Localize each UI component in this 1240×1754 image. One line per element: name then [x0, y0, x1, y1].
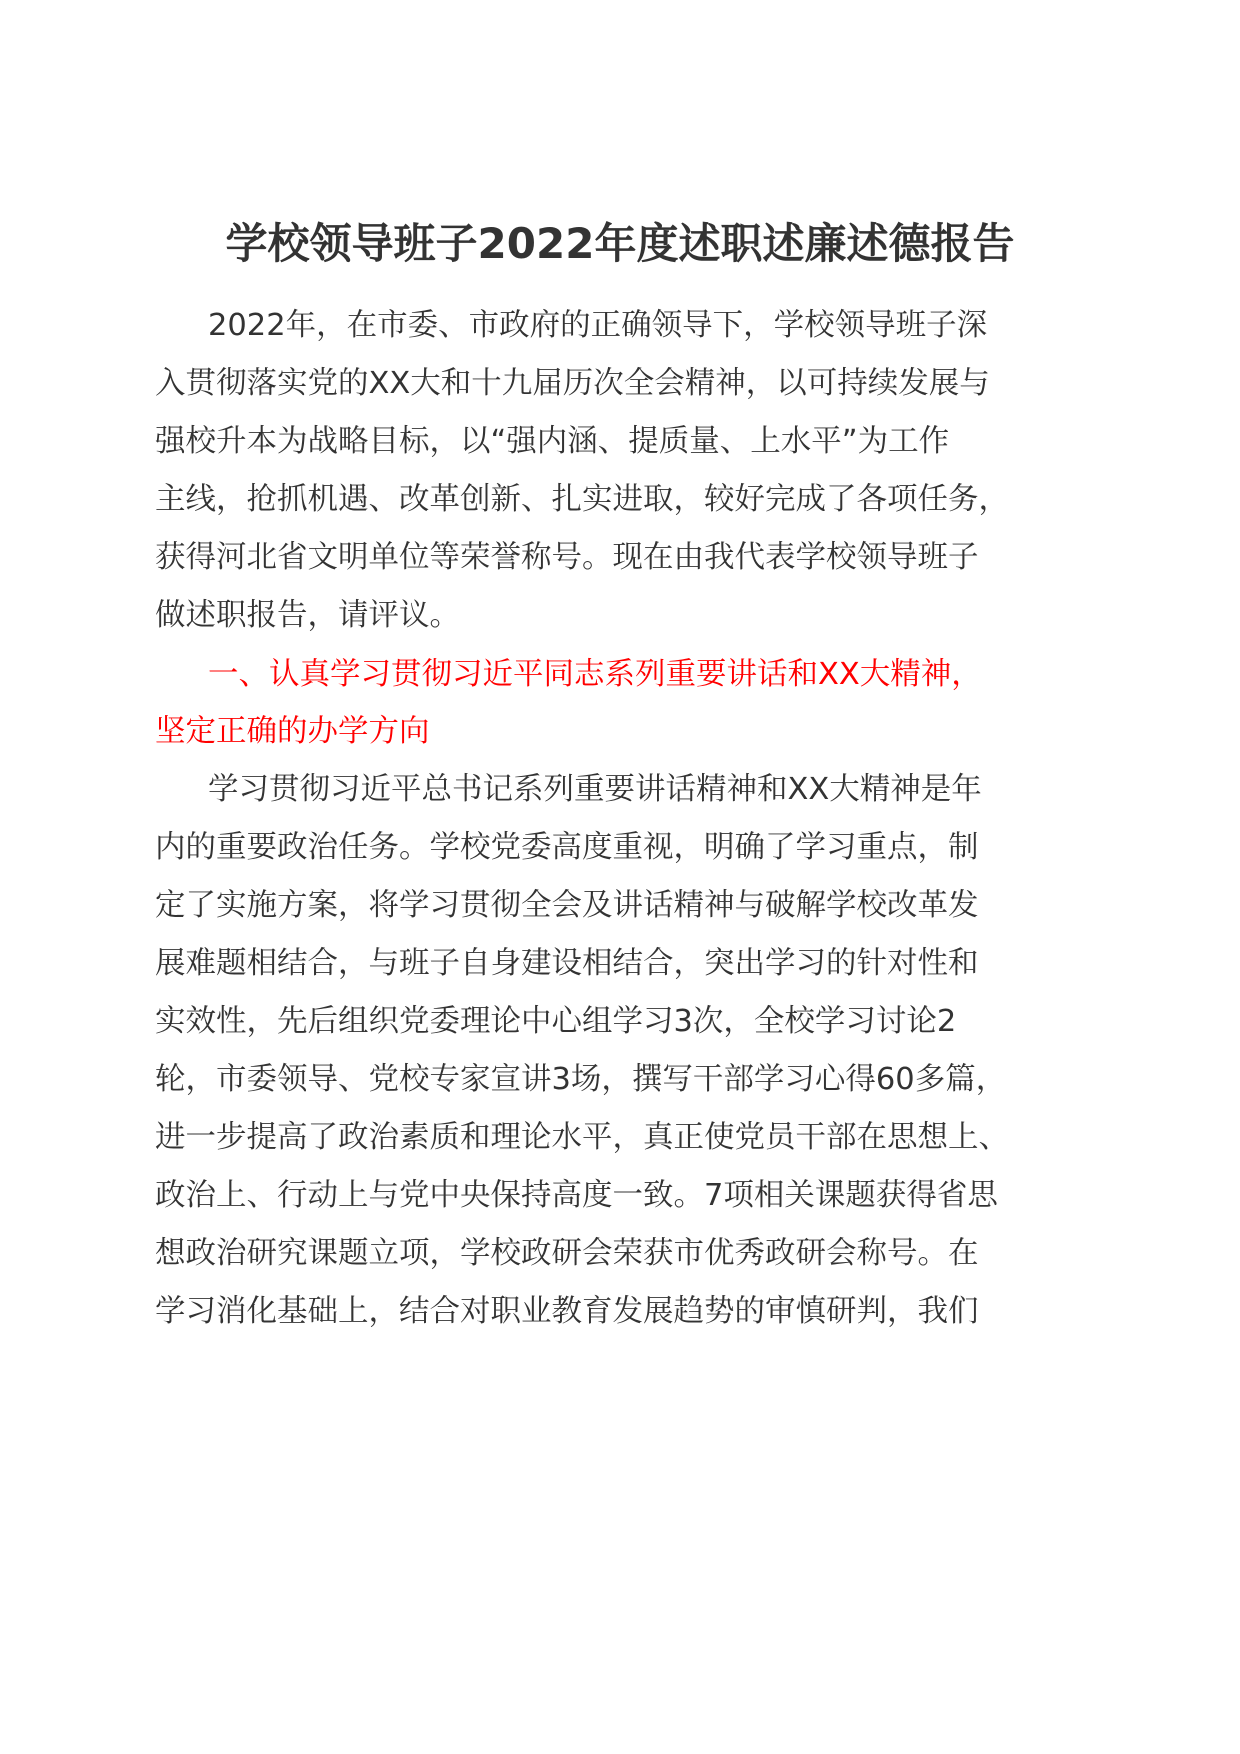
paragraph-line: 2022年，在市委、市政府的正确领导下，学校领导班子深 — [208, 308, 988, 343]
paragraph-line: 实效性，先后组织党委理论中心组学习3次，全校学习讨论2 — [155, 1004, 957, 1039]
paragraph-line: 定了实施方案，将学习贯彻全会及讲话精神与破解学校改革发 — [155, 888, 979, 923]
section-heading-line: 坚定正确的办学方向 — [155, 714, 430, 749]
paragraph-line: 政治上、行动上与党中央保持高度一致。7项相关课题获得省思 — [155, 1178, 998, 1213]
paragraph-line: 内的重要政治任务。学校党委高度重视，明确了学习重点，制 — [155, 830, 979, 865]
paragraph-line: 获得河北省文明单位等荣誉称号。现在由我代表学校领导班子 — [155, 540, 979, 575]
paragraph-line: 轮，市委领导、党校专家宣讲3场，撰写干部学习心得60多篇， — [155, 1062, 1007, 1097]
paragraph-line: 入贯彻落实党的XX大和十九届历次全会精神，以可持续发展与 — [155, 366, 990, 401]
section-heading-line: 一、认真学习贯彻习近平同志系列重要讲话和XX大精神， — [208, 657, 982, 692]
paragraph-line: 想政治研究课题立项，学校政研会荣获市优秀政研会称号。在 — [155, 1236, 979, 1271]
paragraph-line: 做述职报告，请评议。 — [155, 598, 460, 633]
paragraph-line: 展难题相结合，与班子自身建设相结合，突出学习的针对性和 — [155, 946, 979, 981]
paragraph-line: 学习消化基础上，结合对职业教育发展趋势的审慎研判，我们 — [155, 1294, 979, 1329]
paragraph-line: 主线，抢抓机遇、改革创新、扎实进取，较好完成了各项任务， — [155, 482, 1009, 517]
document-title: 学校领导班子2022年度述职述廉述德报告 — [225, 219, 1015, 268]
paragraph-line: 强校升本为战略目标，以“强内涵、提质量、上水平”为工作 — [155, 424, 950, 459]
paragraph-line: 学习贯彻习近平总书记系列重要讲话精神和XX大精神是年 — [208, 772, 982, 807]
paragraph-line: 进一步提高了政治素质和理论水平，真正使党员干部在思想上、 — [155, 1120, 1009, 1155]
